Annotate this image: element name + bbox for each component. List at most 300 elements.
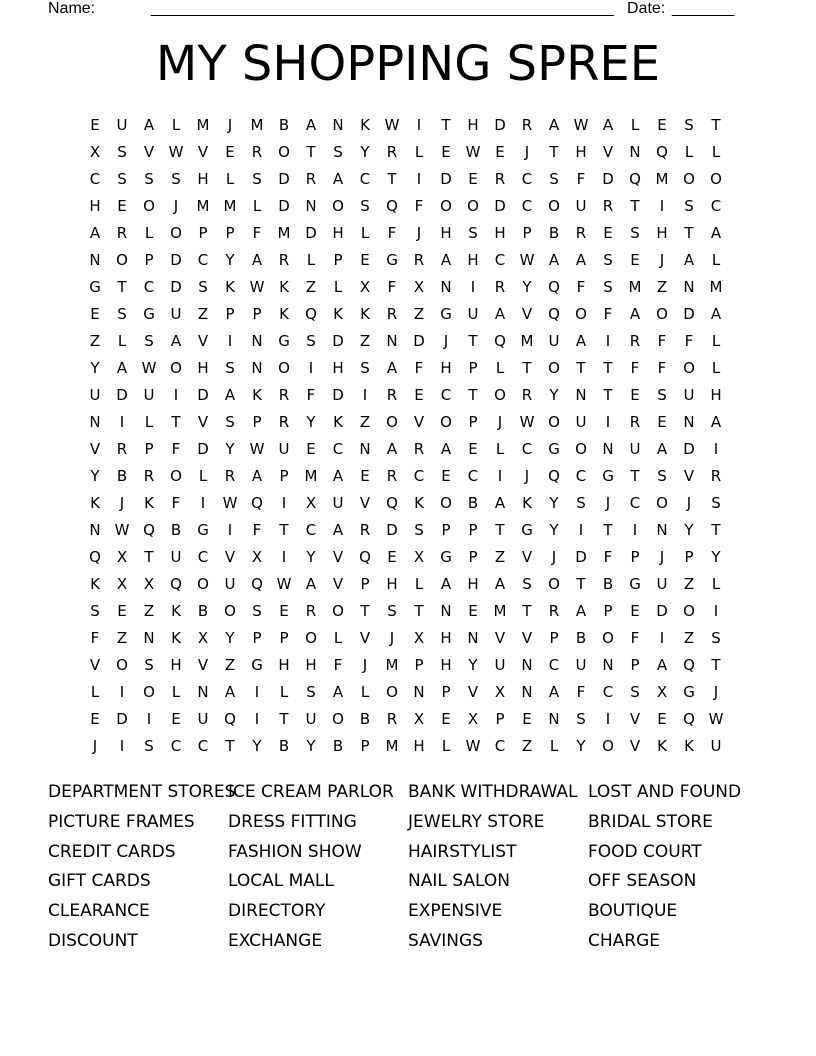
grid-letter: E [522, 710, 533, 728]
grid-letter: I [254, 710, 261, 728]
grid-letter: T [225, 737, 236, 755]
grid-letter: U [575, 413, 588, 431]
grid-letter: R [305, 170, 318, 188]
grid-row [82, 301, 730, 328]
grid-letter: U [710, 737, 723, 755]
grid-letter: M [304, 467, 319, 485]
grid-letter: H [386, 575, 399, 593]
grid-letter: P [225, 224, 236, 242]
grid-letter: O [170, 359, 183, 377]
grid-letter: R [305, 602, 318, 620]
grid-letter: M [493, 602, 508, 620]
grid-letter: P [495, 710, 506, 728]
grid-letter: X [656, 683, 669, 701]
grid-letter: E [630, 251, 641, 269]
grid-letter: V [467, 683, 480, 701]
grid-letter: H [332, 359, 345, 377]
grid-letter: R [413, 440, 426, 458]
grid-letter: E [387, 548, 398, 566]
grid-letter: O [386, 683, 399, 701]
grid-letter: G [548, 440, 561, 458]
grid-letter: A [656, 656, 669, 674]
grid-letter: F [387, 224, 398, 242]
grid-letter: D [197, 440, 210, 458]
grid-letter: P [630, 656, 641, 674]
grid-letter: P [441, 521, 452, 539]
grid-letter: S [117, 305, 128, 323]
grid-letter: A [305, 116, 318, 134]
grid-letter: P [441, 683, 452, 701]
grid-letter: B [332, 737, 345, 755]
grid-letter: K [360, 116, 371, 134]
grid-letter: G [89, 278, 102, 296]
grid-letter: D [683, 305, 696, 323]
grid-letter: P [468, 521, 479, 539]
grid-letter: E [90, 116, 101, 134]
grid-letter: S [144, 656, 155, 674]
grid-letter: H [494, 224, 507, 242]
grid-letter: O [656, 494, 669, 512]
grid-letter: S [630, 224, 641, 242]
grid-letter: B [359, 710, 372, 728]
grid-letter: I [362, 386, 369, 404]
grid-letter: L [90, 683, 101, 701]
grid-letter: L [711, 143, 722, 161]
grid-letter: L [711, 251, 722, 269]
grid-letter: Y [684, 521, 695, 539]
grid-letter: E [441, 467, 452, 485]
grid-letter: N [629, 143, 642, 161]
grid-letter: C [170, 737, 183, 755]
grid-row [82, 382, 730, 409]
grid-letter: Q [386, 197, 399, 215]
grid-letter: A [494, 494, 507, 512]
grid-letter: S [684, 116, 695, 134]
grid-letter: C [305, 521, 318, 539]
grid-letter: K [657, 737, 668, 755]
grid-letter: Q [224, 710, 237, 728]
grid-letter: U [305, 710, 318, 728]
grid-letter: U [170, 305, 183, 323]
grid-letter: N [467, 629, 480, 647]
grid-letter: U [224, 575, 237, 593]
grid-row [82, 463, 730, 490]
grid-letter: T [468, 332, 479, 350]
grid-letter: O [143, 197, 156, 215]
grid-letter: L [630, 116, 641, 134]
grid-letter: U [656, 575, 669, 593]
grid-letter: A [710, 224, 723, 242]
grid-letter: I [605, 710, 612, 728]
grid-letter: S [144, 332, 155, 350]
grid-letter: S [360, 359, 371, 377]
grid-letter: H [413, 737, 426, 755]
grid-letter: E [225, 143, 236, 161]
grid-letter: Q [305, 305, 318, 323]
grid-letter: G [251, 656, 264, 674]
grid-letter: B [197, 602, 210, 620]
grid-letter: U [575, 656, 588, 674]
grid-letter: N [440, 278, 453, 296]
grid-letter: S [603, 278, 614, 296]
grid-letter: L [360, 224, 371, 242]
grid-letter: R [629, 332, 642, 350]
grid-letter: X [197, 629, 210, 647]
grid-letter: V [89, 656, 102, 674]
grid-letter: M [520, 332, 535, 350]
grid-letter: O [494, 386, 507, 404]
grid-letter: N [359, 440, 372, 458]
grid-letter: I [308, 359, 315, 377]
grid-letter: P [468, 413, 479, 431]
grid-letter: A [386, 359, 399, 377]
grid-letter: U [278, 440, 291, 458]
grid-letter: O [170, 467, 183, 485]
grid-letter: E [117, 197, 128, 215]
grid-letter: N [683, 413, 696, 431]
grid-letter: L [333, 278, 344, 296]
grid-letter: N [89, 413, 102, 431]
grid-letter: V [683, 467, 696, 485]
grid-letter: X [116, 548, 129, 566]
grid-row [82, 220, 730, 247]
word-list-item: BOUTIQUE [588, 901, 678, 922]
word-list-item: SAVINGS [408, 930, 483, 951]
grid-letter: V [89, 440, 102, 458]
grid-letter: O [683, 359, 696, 377]
grid-letter: Y [306, 737, 317, 755]
grid-letter: F [630, 629, 641, 647]
grid-letter: E [90, 305, 101, 323]
grid-letter: P [252, 305, 263, 323]
grid-letter: A [440, 440, 453, 458]
grid-letter: H [332, 224, 345, 242]
grid-letter: A [332, 521, 345, 539]
grid-letter: A [440, 251, 453, 269]
grid-letter: Z [116, 629, 129, 647]
grid-letter: S [657, 386, 668, 404]
grid-letter: R [143, 467, 156, 485]
grid-letter: P [279, 629, 290, 647]
grid-row [82, 652, 730, 679]
grid-letter: T [711, 656, 722, 674]
grid-letter: O [332, 197, 345, 215]
grid-letter: W [573, 116, 590, 134]
grid-letter: O [197, 575, 210, 593]
grid-letter: E [468, 440, 479, 458]
grid-letter: O [170, 224, 183, 242]
word-list-item: JEWELRY STORE [408, 811, 545, 832]
grid-letter: Q [170, 575, 183, 593]
word-list-item: FOOD COURT [588, 841, 702, 862]
grid-letter: E [657, 710, 668, 728]
grid-letter: J [92, 737, 99, 755]
grid-letter: E [603, 224, 614, 242]
grid-letter: K [279, 305, 290, 323]
grid-letter: I [659, 197, 666, 215]
grid-letter: R [359, 521, 372, 539]
grid-letter: R [116, 224, 129, 242]
grid-letter: Q [548, 278, 561, 296]
grid-letter: D [683, 440, 696, 458]
word-list-item: EXCHANGE [228, 930, 323, 951]
grid-letter: I [578, 521, 585, 539]
grid-letter: X [413, 629, 426, 647]
grid-letter: F [657, 332, 668, 350]
grid-row [82, 679, 730, 706]
grid-letter: W [249, 440, 266, 458]
grid-letter: Z [521, 737, 534, 755]
grid-letter: K [360, 305, 371, 323]
grid-letter: K [252, 386, 263, 404]
grid-letter: B [602, 575, 615, 593]
grid-letter: L [225, 170, 236, 188]
grid-letter: Y [225, 629, 236, 647]
grid-letter: C [359, 170, 372, 188]
grid-row [82, 598, 730, 625]
grid-letter: Z [89, 332, 102, 350]
grid-letter: O [683, 602, 696, 620]
grid-letter: J [686, 494, 693, 512]
grid-letter: A [386, 440, 399, 458]
grid-letter: R [278, 251, 291, 269]
grid-letter: J [713, 683, 720, 701]
grid-letter: B [278, 737, 291, 755]
grid-letter: J [659, 548, 666, 566]
grid-letter: R [386, 143, 399, 161]
grid-letter: O [602, 629, 615, 647]
grid-letter: S [387, 602, 398, 620]
grid-letter: I [200, 494, 207, 512]
grid-letter: Y [576, 737, 587, 755]
grid-letter: E [657, 116, 668, 134]
grid-letter: K [333, 413, 344, 431]
grid-letter: N [602, 656, 615, 674]
grid-letter: Z [305, 278, 318, 296]
grid-letter: S [468, 224, 479, 242]
grid-letter: K [171, 629, 182, 647]
grid-letter: F [684, 332, 695, 350]
grid-letter: O [386, 413, 399, 431]
grid-letter: A [170, 332, 183, 350]
grid-letter: W [141, 359, 158, 377]
grid-letter: N [89, 521, 102, 539]
grid-letter: P [684, 548, 695, 566]
grid-letter: Q [251, 494, 264, 512]
grid-letter: S [198, 278, 209, 296]
grid-letter: R [224, 467, 237, 485]
grid-letter: I [497, 467, 504, 485]
grid-letter: A [575, 332, 588, 350]
grid-letter: E [414, 386, 425, 404]
grid-letter: T [279, 521, 290, 539]
grid-letter: C [413, 467, 426, 485]
grid-letter: C [521, 197, 534, 215]
grid-letter: N [548, 710, 561, 728]
grid-letter: Z [359, 413, 372, 431]
grid-letter: J [659, 251, 666, 269]
grid-letter: P [198, 224, 209, 242]
grid-letter: Q [629, 170, 642, 188]
grid-letter: G [386, 251, 399, 269]
grid-letter: M [223, 197, 238, 215]
grid-letter: F [630, 359, 641, 377]
grid-letter: R [251, 143, 264, 161]
grid-letter: L [495, 359, 506, 377]
grid-letter: Y [225, 251, 236, 269]
grid-letter: F [306, 386, 317, 404]
grid-letter: O [278, 359, 291, 377]
word-list-item: DISCOUNT [48, 930, 138, 951]
grid-letter: F [657, 359, 668, 377]
word-list-item: HAIRSTYLIST [408, 841, 517, 862]
grid-letter: J [227, 116, 234, 134]
grid-letter: F [171, 440, 182, 458]
grid-letter: I [119, 683, 126, 701]
word-list-item: EXPENSIVE [408, 901, 503, 922]
grid-letter: M [385, 737, 400, 755]
grid-letter: C [629, 494, 642, 512]
grid-letter: D [278, 197, 291, 215]
grid-letter: Y [252, 737, 263, 755]
grid-letter: N [656, 521, 669, 539]
grid-letter: F [414, 197, 425, 215]
grid-letter: K [90, 494, 101, 512]
grid-letter: D [305, 224, 318, 242]
grid-letter: P [252, 629, 263, 647]
grid-letter: P [144, 251, 155, 269]
grid-letter: Y [90, 359, 101, 377]
grid-letter: R [386, 386, 399, 404]
grid-letter: S [576, 710, 587, 728]
grid-letter: C [440, 386, 453, 404]
grid-letter: S [252, 170, 263, 188]
grid-letter: S [711, 629, 722, 647]
grid-letter: F [576, 278, 587, 296]
grid-letter: F [414, 359, 425, 377]
grid-letter: C [521, 170, 534, 188]
grid-letter: V [197, 413, 210, 431]
grid-letter: S [117, 143, 128, 161]
grid-letter: U [467, 305, 480, 323]
letter-grid [82, 112, 730, 760]
grid-letter: J [389, 629, 396, 647]
grid-letter: N [305, 197, 318, 215]
grid-letter: T [360, 602, 371, 620]
grid-letter: Q [89, 548, 102, 566]
grid-letter: W [276, 575, 293, 593]
grid-row [82, 193, 730, 220]
grid-row [82, 706, 730, 733]
word-list-item: LOST AND FOUND [588, 782, 742, 802]
grid-letter: C [89, 170, 102, 188]
grid-letter: N [521, 656, 534, 674]
grid-letter: P [522, 224, 533, 242]
grid-letter: Q [656, 143, 669, 161]
grid-letter: T [171, 413, 182, 431]
grid-letter: O [440, 494, 453, 512]
grid-letter: P [225, 305, 236, 323]
date-label: Date: [627, 0, 666, 17]
grid-letter: A [143, 116, 156, 134]
grid-letter: A [440, 575, 453, 593]
grid-letter: H [440, 359, 453, 377]
grid-letter: E [630, 602, 641, 620]
grid-letter: J [173, 197, 180, 215]
grid-letter: N [89, 251, 102, 269]
grid-letter: T [468, 386, 479, 404]
grid-letter: L [144, 413, 155, 431]
grid-letter: A [89, 224, 102, 242]
grid-letter: R [494, 278, 507, 296]
grid-letter: Q [359, 548, 372, 566]
grid-letter: H [440, 629, 453, 647]
grid-letter: J [416, 224, 423, 242]
grid-letter: Z [683, 629, 696, 647]
grid-letter: D [278, 170, 291, 188]
grid-letter: J [362, 656, 369, 674]
grid-letter: T [630, 467, 641, 485]
grid-letter: A [251, 467, 264, 485]
grid-letter: T [144, 548, 155, 566]
grid-letter: N [602, 440, 615, 458]
grid-letter: A [494, 305, 507, 323]
grid-letter: R [278, 386, 291, 404]
grid-letter: Y [468, 656, 479, 674]
grid-letter: I [173, 386, 180, 404]
grid-letter: W [519, 251, 536, 269]
grid-letter: V [413, 413, 426, 431]
grid-letter: F [603, 305, 614, 323]
grid-letter: K [414, 494, 425, 512]
grid-letter: I [146, 710, 153, 728]
grid-letter: L [414, 143, 425, 161]
grid-letter: A [494, 575, 507, 593]
grid-letter: Y [549, 494, 560, 512]
grid-letter: U [683, 386, 696, 404]
grid-letter: L [549, 737, 560, 755]
grid-row [82, 436, 730, 463]
grid-letter: F [576, 170, 587, 188]
grid-letter: V [332, 548, 345, 566]
grid-letter: Q [251, 575, 264, 593]
grid-letter: S [549, 170, 560, 188]
grid-letter: I [281, 494, 288, 512]
word-list-item: CLEARANCE [48, 901, 150, 922]
grid-letter: L [333, 629, 344, 647]
grid-letter: O [440, 197, 453, 215]
grid-letter: X [413, 710, 426, 728]
grid-letter: S [333, 143, 344, 161]
grid-letter: O [548, 359, 561, 377]
grid-letter: C [548, 656, 561, 674]
grid-letter: R [494, 170, 507, 188]
grid-letter: T [630, 197, 641, 215]
grid-letter: O [548, 413, 561, 431]
grid-letter: X [305, 494, 318, 512]
grid-letter: Q [494, 332, 507, 350]
grid-letter: O [683, 170, 696, 188]
grid-letter: J [497, 413, 504, 431]
grid-letter: I [119, 737, 126, 755]
grid-letter: T [711, 116, 722, 134]
grid-letter: C [494, 251, 507, 269]
grid-row [82, 328, 730, 355]
grid-letter: I [227, 521, 234, 539]
grid-letter: G [197, 521, 210, 539]
grid-letter: H [710, 386, 723, 404]
grid-letter: A [575, 251, 588, 269]
